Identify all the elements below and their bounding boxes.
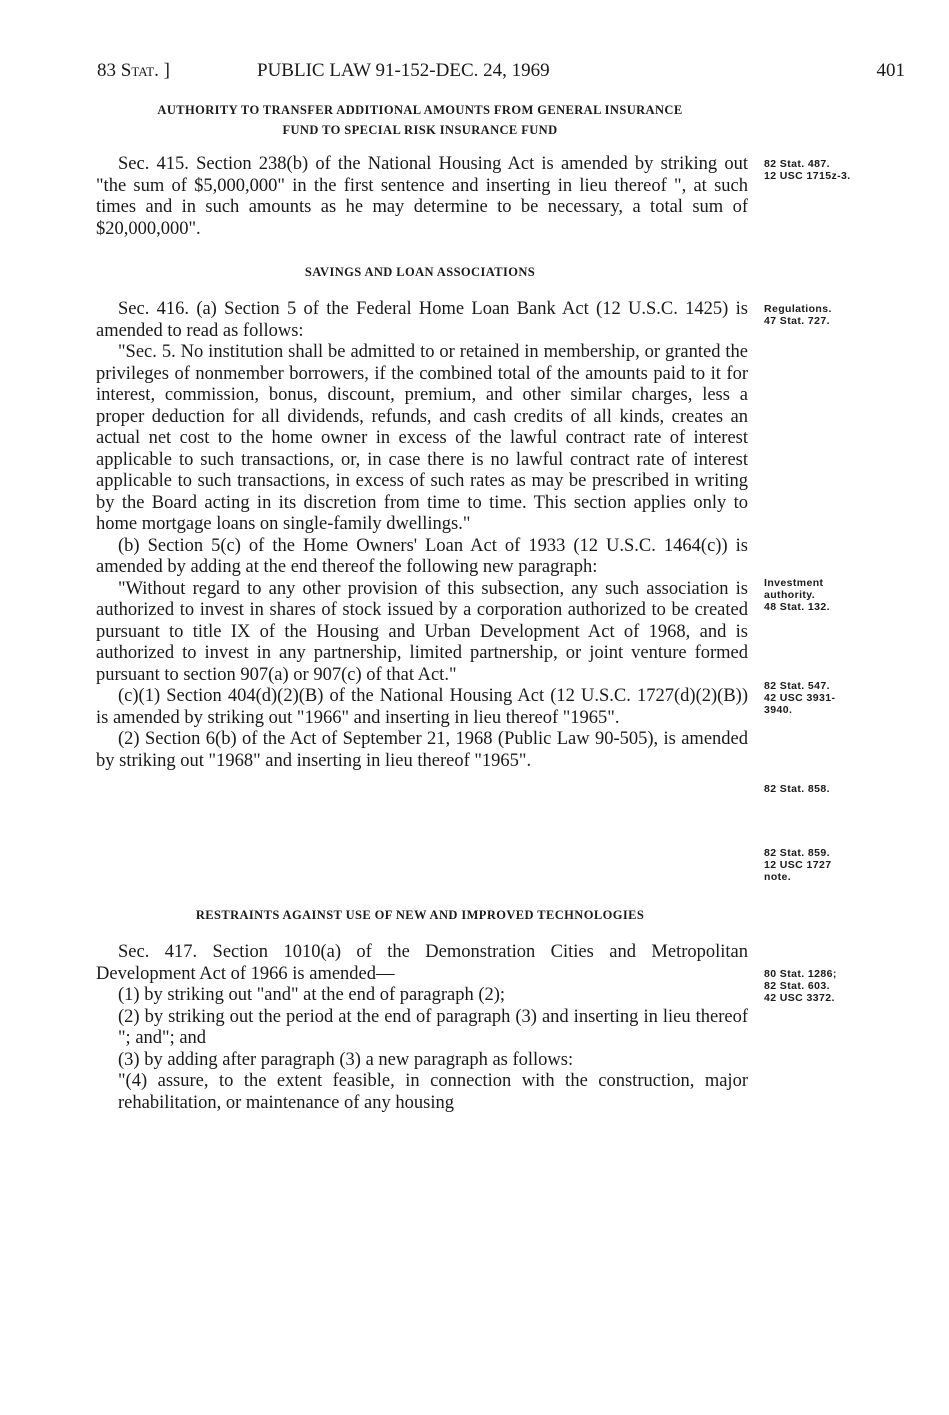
list-item: (3) by adding after paragraph (3) a new paragraph as follows:: [118, 1049, 574, 1070]
heading-authority-transfer: [90, 100, 750, 140]
margin-note: [764, 303, 904, 327]
margin-note-text: 82 Stat. 858.: [764, 783, 830, 795]
margin-note-text: 80 Stat. 1286; 82 Stat. 603. 42 USC 3372.: [764, 968, 837, 1004]
page-number: 401: [876, 60, 905, 81]
margin-note-text: Regulations. 47 Stat. 727.: [764, 303, 832, 327]
section-text: Sec. 415. Section 238(b) of the National Housing Act is amended by striking out "the sum of $5,000,000" in the first sentence and inserting in lieu thereof ", at such times and in such amounts as he may determine to be necessary, a total sum of $20,000,000".: [96, 154, 748, 239]
section-text: Sec. 417. Section 1010(a) of the Demonstration Cities and Metropolitan Development Act of 1966 is amended—: [96, 942, 748, 984]
margin-note-text: 82 Stat. 547. 42 USC 3931- 3940.: [764, 680, 836, 716]
margin-note-text: 82 Stat. 859. 12 USC 1727 note.: [764, 847, 832, 883]
stat-reference: 83 Stat. ]: [97, 60, 170, 81]
heading-line: FUND TO SPECIAL RISK INSURANCE FUND: [282, 123, 558, 137]
section-text: (2) Section 6(b) of the Act of September 21, 1968 (Public Law 90-505), is amended by striking out "1968" and inserting in lieu thereof "1965".: [96, 729, 748, 771]
margin-note: [764, 968, 904, 1004]
section-text: Sec. 416. (a) Section 5 of the Federal Home Loan Bank Act (12 U.S.C. 1425) is amended to read as follows:: [96, 299, 748, 341]
heading-restraints: [90, 905, 750, 925]
section-416: [96, 299, 748, 772]
heading-savings-loan: [90, 262, 750, 282]
heading-line: SAVINGS AND LOAN ASSOCIATIONS: [304, 265, 536, 279]
section-417: [96, 942, 748, 1114]
list-item: (2) by striking out the period at the end of paragraph (3) and inserting in lieu thereof "; and"; and: [118, 1006, 748, 1048]
page-header: [97, 60, 905, 84]
margin-note: [764, 577, 904, 613]
margin-note: [764, 847, 904, 883]
quoted-text: "Without regard to any other provision of this subsection, any such association is authorized to invest in shares of stock issued by a corporation authorized to be created pursuant to title IX of the Housing and Urban Development Act of 1968, and is authorized to invest in any partnership, limited partnership, or joint venture formed pursuant to section 907(a) or 907(c) of that Act.": [96, 578, 748, 685]
margin-note: [764, 158, 904, 182]
section-text: (c)(1) Section 404(d)(2)(B) of the National Housing Act (12 U.S.C. 1727(d)(2)(B)) is amended by striking out "1966" and inserting in lieu thereof "1965".: [96, 686, 748, 728]
section-415: [96, 154, 748, 240]
margin-note-text: Investment authority. 48 Stat. 132.: [764, 577, 830, 613]
heading-line: AUTHORITY TO TRANSFER ADDITIONAL AMOUNTS FROM GENERAL INSURANCE: [157, 103, 683, 117]
list-item: (1) by striking out "and" at the end of paragraph (2);: [118, 985, 506, 1005]
quoted-text: "Sec. 5. No institution shall be admitted to or retained in membership, or granted the privileges of nonmember borrowers, if the combined total of the amounts paid to it for interest, commission, bonus, discount, premium, and other similar charges, less a proper deduction for all dividends, refunds, and cash credits of all kinds, creates an actual net cost to the home owner in excess of the lawful contract rate of interest applicable to such transactions, or, in case there is no lawful contract rate of interest applicable to such transactions, in excess of such rates as may be prescribed in writing by the Board acting in its discretion from time to time. This section applies only to home mortgage loans on single-family dwellings.": [96, 342, 748, 534]
heading-line: RESTRAINTS AGAINST USE OF NEW AND IMPROVED TECHNOLOGIES: [195, 908, 645, 922]
list-item: "(4) assure, to the extent feasible, in connection with the construction, major rehabilitation, or maintenance of any housing: [118, 1071, 748, 1113]
margin-note-text: 82 Stat. 487. 12 USC 1715z-3.: [764, 158, 851, 182]
margin-note: [764, 783, 904, 795]
margin-note: [764, 680, 904, 716]
page-title: PUBLIC LAW 91-152-DEC. 24, 1969: [257, 60, 550, 81]
section-text: (b) Section 5(c) of the Home Owners' Loan Act of 1933 (12 U.S.C. 1464(c)) is amended by adding at the end thereof the following new paragraph:: [96, 535, 748, 577]
